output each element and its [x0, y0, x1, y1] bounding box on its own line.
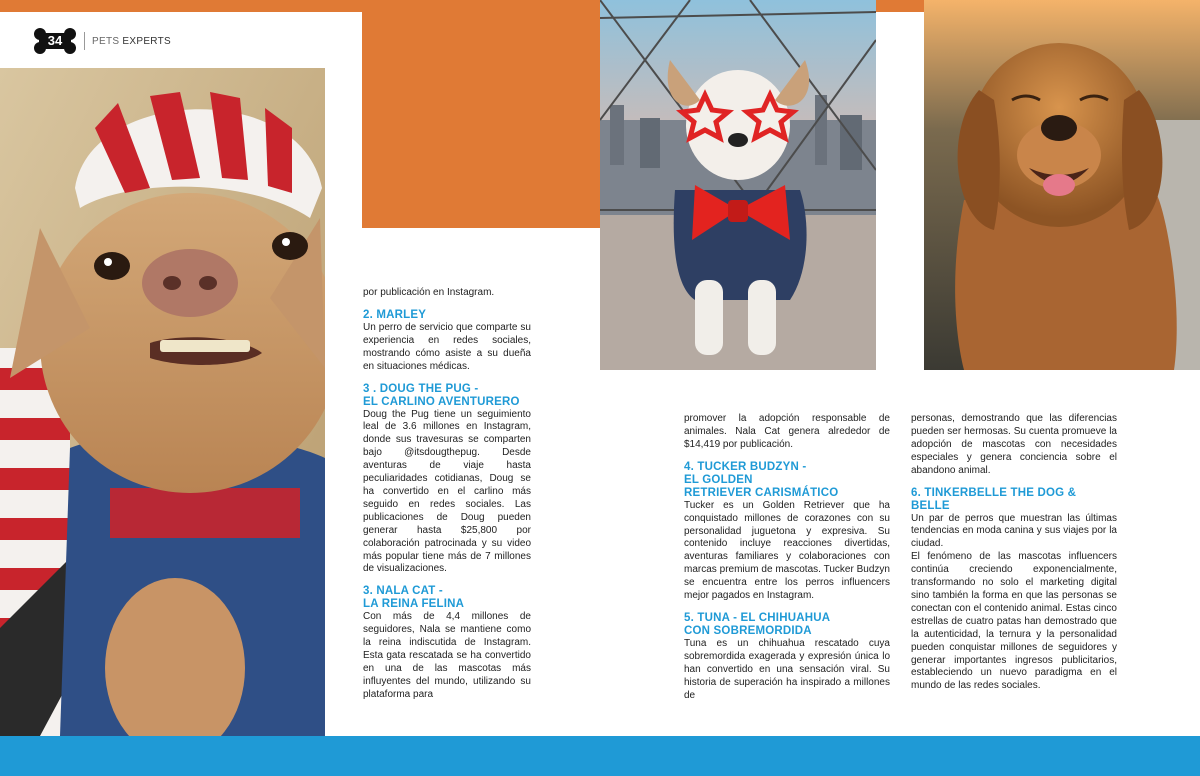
header-divider — [84, 32, 85, 50]
section-text-tucker: Tucker es un Golden Retriever que ha conquistado millones de corazones con su personalidad juguetona y expresiva. Su contenido incluye reacciones divertidas, aventuras familiares y colaboraciones con marcas premium de mascotas. Tucker Budzyn se encuentra entre los perros influencers mejor pagados en Instagram. — [684, 499, 890, 602]
section-title-tuna-line1: 5. TUNA - EL CHIHUAHUA — [684, 611, 831, 624]
yorkie-illustration — [600, 0, 876, 370]
column1-intro: por publicación en Instagram. — [363, 287, 495, 298]
text-column-1 — [363, 287, 531, 702]
section-text-nala: Con más de 4,4 millones de seguidores, Nala se mantiene como la reina indiscutida de Instagram. Esta gata rescatada se ha convertido en una de las mascotas más influyentes del mundo, utilizando su plataforma para — [363, 611, 531, 700]
orange-accent-block — [362, 0, 600, 228]
brand-bold: EXPERTS — [122, 36, 172, 47]
text-column-3 — [911, 413, 1117, 693]
section-title-tucker-line3: RETRIEVER CARISMÁTICO — [684, 486, 839, 499]
chihuahua-illustration — [0, 68, 325, 736]
section-title-marley: 2. MARLEY — [363, 308, 427, 321]
page-number: 34 — [47, 33, 63, 48]
photo-tinkerbelle-dog — [600, 0, 876, 370]
magazine-title — [92, 36, 171, 47]
section-title-nala-line1: 3. NALA CAT - — [363, 585, 443, 598]
bottom-accent-band — [0, 736, 1200, 776]
section-title-tuna-line2: CON SOBREMORDIDA — [684, 624, 812, 637]
photo-chihuahua-tuna — [0, 68, 325, 736]
section-title-doug-line1: 3 . DOUG THE PUG - — [363, 382, 479, 395]
section-text-tuna: Tuna es un chihuahua rescatado cuya sobremordida exagerada y expresión única lo han convertido en una sensación viral. Su historia de superación ha inspirado a millones de — [684, 637, 890, 701]
closing-paragraph: El fenómeno de las mascotas influencers continúa creciendo exponencialmente, transformando no solo el marketing digital sino también la forma en que las personas se conectan con el contenido animal. Estas cinco estrellas de cuatro patas han demostrado que la autenticidad, la ternura y la personalidad pueden conquistar millones de seguidores y generar importantes ingresos publicitarios, estableciendo un nuevo paradigma en el mundo de las redes sociales. — [911, 551, 1117, 692]
section-text-tinkerbelle: Un par de perros que muestran las últimas tendencias en moda canina y sus viajes por la ciudad. — [911, 512, 1117, 550]
text-column-2 — [684, 413, 890, 703]
section-text-marley: Un perro de servicio que comparte su experiencia en redes sociales, mostrando cómo asiste a su dueña en situaciones médicas. — [363, 321, 531, 372]
golden-retriever-illustration — [924, 0, 1200, 370]
section-text-doug: Doug the Pug tiene un seguimiento leal de 3.6 millones en Instagram, donde sus travesuras se comparten bajo @itsdougthepug. Desde aventuras de viaje hasta peculiaridades cotidianas, Doug se ha convertido en el carlino más seguido en redes sociales. Las publicaciones de Doug pueden generar hasta $25,800 por colaboración patrocinada y su video más popular tiene más de 7 millones de visualizaciones. — [363, 408, 531, 575]
brand-light: PETS — [92, 36, 120, 47]
section-title-nala-line2: LA REINA FELINA — [363, 598, 465, 611]
column3-intro: personas, demostrando que las diferencias pueden ser hermosas. Su cuenta promueve la adopción de mascotas con necesidades especiales y genera conciencia sobre el abandono animal. — [911, 413, 1117, 476]
section-title-tucker-line2: EL GOLDEN — [684, 473, 753, 486]
section-title-tucker-line1: 4. TUCKER BUDZYN - — [684, 460, 807, 473]
section-title-doug-line2: EL CARLINO AVENTURERO — [363, 395, 520, 408]
section-title-tinkerbelle: 6. TINKERBELLE THE DOG & BELLE — [911, 486, 1077, 512]
column2-intro: promover la adopción responsable de animales. Nala Cat genera alrededor de $14,419 por publicación. — [684, 413, 890, 450]
photo-tucker-budzyn — [924, 0, 1200, 370]
